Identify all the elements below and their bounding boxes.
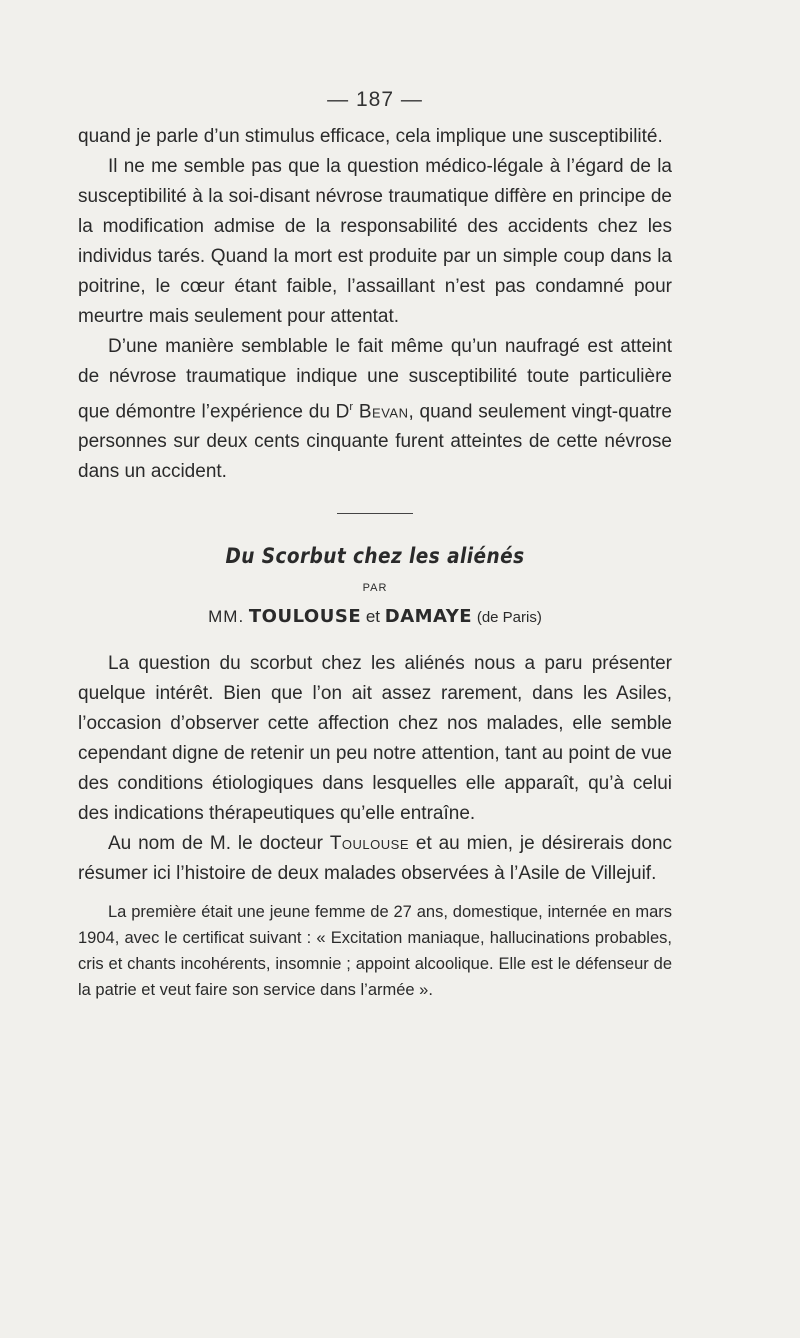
author-toulouse: TOULOUSE xyxy=(248,606,362,628)
name-toulouse: Toulouse xyxy=(329,833,410,855)
paragraph-stimulus: quand je parle d’un stimulus efficace, cela implique une susceptibilité. xyxy=(78,126,663,147)
doctor-superscript: r xyxy=(349,401,354,413)
paragraph-naufrage-text: D’une manière semblable le fait même qu’un naufragé est atteint de névrose traumatique indique une susceptibilité toute particulière que démontre l’expérience du D xyxy=(78,336,672,423)
paragraph-naufrage xyxy=(78,332,672,487)
authors-et: et xyxy=(365,607,381,627)
paragraph-au-nom-end: et au mien, je désirerais donc résumer ici l’histoire de deux malades observées à l’Asile de Villejuif. xyxy=(78,833,673,885)
authors-line xyxy=(78,606,672,627)
byline-par: PAR xyxy=(362,582,388,595)
paragraph-case-one: La première était une jeune femme de 27 ans, domestique, internée en mars 1904, avec le certificat suivant : « Excitation maniaque, hallucinations probables, cris et chants incohérents, insomnie ; appoint alcoolique. Elle est le défenseur de la patrie et veut faire son service dans l’armée ». xyxy=(78,903,672,1000)
article-title: Du Scorbut chez les aliénés xyxy=(225,544,525,569)
page-body xyxy=(78,88,672,1003)
paragraph-au-nom-start: Au nom de M. le docteur xyxy=(108,833,323,855)
page-number: — 187 — xyxy=(327,88,423,111)
paragraph-naufrage-end: , quand seulement vingt-quatre personnes sur deux cents cinquante furent atteintes de cette névrose dans un accident. xyxy=(78,401,672,483)
paragraph-medico-legal: Il ne me semble pas que la question médico-légale à l’égard de la susceptibilité à la soi-disant névrose traumatique diffère en principe de la modification admise de la responsabilité des accidents chez les individus tarés. Quand la mort est produite par un simple coup dans la poitrine, le cœur étant faible, l’assaillant n’est pas condamné pour meurtre mais seulement pour attentat. xyxy=(78,156,672,327)
paragraph-au-nom xyxy=(78,829,672,889)
paragraph-scorbut-intro: La question du scorbut chez les aliénés nous a paru présenter quelque intérêt. Bien que l’on ait assez rarement, dans les Asiles, l’occasion d’observer cette affection chez nos malades, elle semble cependant digne de retenir un peu notre attention, tant au point de vue des conditions étiologiques dans lesquelles elle apparaît, qu’à celui des indications thérapeutiques qu’elle entraîne. xyxy=(78,653,672,825)
author-damaye: DAMAYE xyxy=(384,606,473,628)
authors-location: (de Paris) xyxy=(476,609,542,627)
name-bevan: Bevan xyxy=(358,401,409,423)
section-divider xyxy=(337,513,413,514)
authors-prefix: MM. xyxy=(208,607,245,627)
